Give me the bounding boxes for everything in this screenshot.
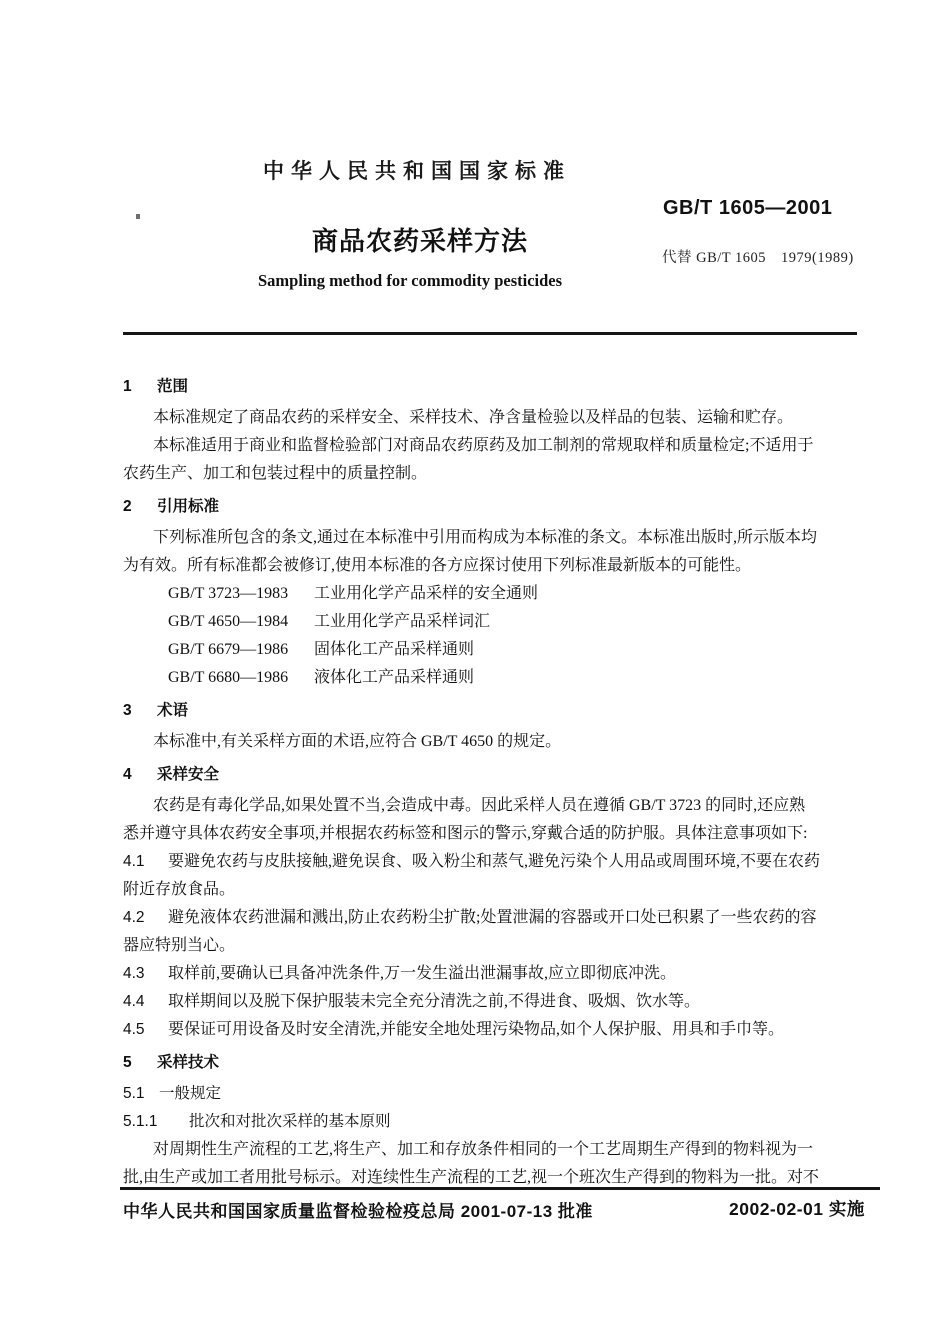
clause-number: 4.5 xyxy=(123,1021,145,1038)
section-number: 4 xyxy=(123,766,132,783)
clause-number: 4.3 xyxy=(123,965,145,982)
subsection-heading xyxy=(123,1080,883,1108)
clause-number: 4.4 xyxy=(123,993,145,1010)
section-number: 1 xyxy=(123,378,132,395)
subsection-title: 一般规定 xyxy=(159,1085,222,1102)
paragraph-line: 批,由生产或加工者用批号标示。对连续性生产流程的工艺,视一个班次生产得到的物料为一批。对不 xyxy=(123,1169,820,1186)
subsection-title: 批次和对批次采样的基本原则 xyxy=(189,1113,391,1130)
scan-artifact-dot xyxy=(136,214,140,219)
supersedes-note: 代替 GB/T 1605 1979(1989) xyxy=(662,250,854,266)
section-title: 引用标准 xyxy=(157,498,220,515)
document-title-cn: 商品农药采样方法 xyxy=(312,226,529,256)
section-title: 术语 xyxy=(157,702,189,719)
section-heading-references xyxy=(123,493,883,521)
reference-item xyxy=(123,664,883,692)
clause-text: 取样期间以及脱下保护服装未完全充分清洗之前,不得进食、吸烟、饮水等。 xyxy=(168,993,701,1010)
section-heading-scope xyxy=(123,373,883,401)
reference-code: GB/T 3723—1983 xyxy=(168,585,289,602)
section-title: 范围 xyxy=(157,378,189,395)
reference-name: 液体化工产品采样通则 xyxy=(314,669,475,686)
section-heading-sampling-technique xyxy=(123,1049,883,1077)
implementation-date: 2002-02-01 实施 xyxy=(729,1199,865,1219)
section-number: 5 xyxy=(123,1054,132,1071)
clause-text: 避免液体农药泄漏和溅出,防止农药粉尘扩散;处置泄漏的容器或开口处已积累了一些农药的容 xyxy=(168,909,817,926)
paragraph-line: 本标准适用于商业和监督检验部门对商品农药原药及加工制剂的常规取样和质量检定;不适用于 xyxy=(153,437,814,454)
paragraph-line: 农药是有毒化学品,如果处置不当,会造成中毒。因此采样人员在遵循 GB/T 3723 的同时,还应熟 xyxy=(153,797,806,814)
paragraph-line: 本标准规定了商品农药的采样安全、采样技术、净含量检验以及样品的包装、运输和贮存。 xyxy=(153,409,794,426)
section-number: 2 xyxy=(123,498,132,515)
section-heading-terms xyxy=(123,697,883,725)
document-body xyxy=(123,368,883,1192)
section-heading-sampling-safety xyxy=(123,761,883,789)
clause-text: 要避免农药与皮肤接触,避免误食、吸入粉尘和蒸气,避免污染个人用品或周围环境,不要在农药 xyxy=(168,853,821,870)
clause-text: 取样前,要确认已具备冲洗条件,万一发生溢出泄漏事故,应立即彻底冲洗。 xyxy=(168,965,677,982)
paragraph-line: 为有效。所有标准都会被修订,使用本标准的各方应探讨使用下列标准最新版本的可能性。 xyxy=(123,557,752,574)
clause-line xyxy=(123,960,883,988)
reference-name: 工业用化学产品采样词汇 xyxy=(314,613,491,630)
clause-text: 要保证可用设备及时安全清洗,并能安全地处理污染物品,如个人保护服、用具和手巾等。 xyxy=(168,1021,785,1038)
paragraph-line: 农药生产、加工和包装过程中的质量控制。 xyxy=(123,465,428,482)
section-number: 3 xyxy=(123,702,132,719)
section-title: 采样安全 xyxy=(157,766,220,783)
reference-name: 工业用化学产品采样的安全通则 xyxy=(314,585,539,602)
paragraph-line: 下列标准所包含的条文,通过在本标准中引用而构成为本标准的条文。本标准出版时,所示版本均 xyxy=(153,529,818,546)
clause-line: 附近存放食品。 xyxy=(123,881,236,898)
reference-code: GB/T 6680—1986 xyxy=(168,669,289,686)
clause-line xyxy=(123,848,883,876)
paragraph-line: 本标准中,有关采样方面的术语,应符合 GB/T 4650 的规定。 xyxy=(153,733,562,750)
clause-line xyxy=(123,1016,883,1044)
clause-line: 器应特别当心。 xyxy=(123,937,236,954)
subsection-number: 5.1 xyxy=(123,1085,145,1102)
subsection-heading xyxy=(123,1108,883,1136)
reference-name: 固体化工产品采样通则 xyxy=(314,641,475,658)
standard-number: GB/T 1605—2001 xyxy=(663,197,833,219)
national-standard-label: 中华人民共和国国家标准 xyxy=(263,160,571,183)
clause-line xyxy=(123,988,883,1016)
clause-line xyxy=(123,904,883,932)
reference-item xyxy=(123,580,883,608)
footer-divider-rule xyxy=(120,1187,880,1190)
document-title-en: Sampling method for commodity pesticides xyxy=(258,271,563,290)
clause-number: 4.1 xyxy=(123,853,145,870)
paragraph-line: 悉并遵守具体农药安全事项,并根据农药标签和图示的警示,穿戴合适的防护服。具体注意事项如下: xyxy=(123,825,808,842)
approval-statement: 中华人民共和国国家质量监督检验检疫总局 2001-07-13 批准 xyxy=(123,1202,593,1221)
clause-number: 4.2 xyxy=(123,909,145,926)
reference-code: GB/T 6679—1986 xyxy=(168,641,289,658)
header-divider-rule xyxy=(123,332,857,335)
section-title: 采样技术 xyxy=(157,1054,220,1071)
subsection-number: 5.1.1 xyxy=(123,1113,158,1130)
reference-item xyxy=(123,636,883,664)
reference-item xyxy=(123,608,883,636)
reference-code: GB/T 4650—1984 xyxy=(168,613,289,630)
paragraph-line: 对周期性生产流程的工艺,将生产、加工和存放条件相同的一个工艺周期生产得到的物料视为一 xyxy=(153,1141,814,1158)
